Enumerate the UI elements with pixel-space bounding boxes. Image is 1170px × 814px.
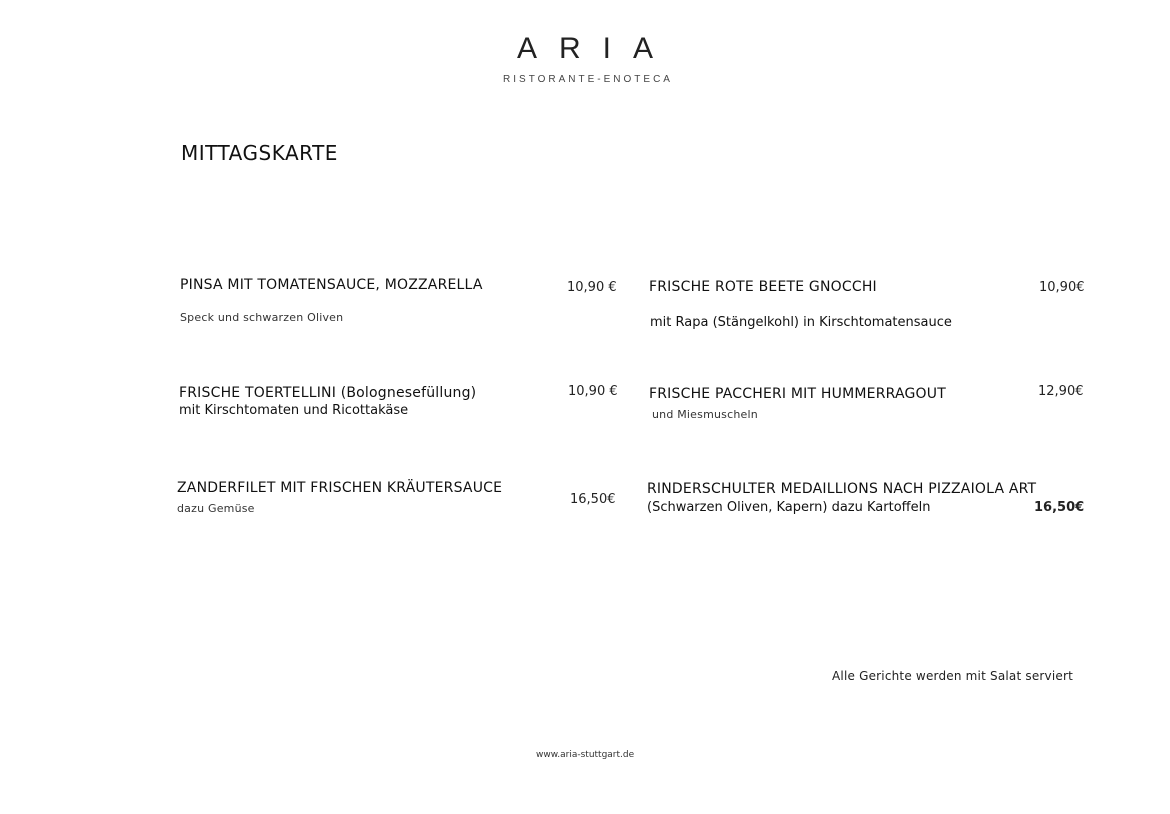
dish-price: 12,90€ xyxy=(1038,384,1084,399)
dish-description: und Miesmuscheln xyxy=(652,408,758,421)
dish-name: FRISCHE PACCHERI MIT HUMMERRAGOUT xyxy=(649,386,946,402)
dish-description: mit Rapa (Stängelkohl) in Kirschtomatensauce xyxy=(650,315,952,330)
dish-name: FRISCHE ROTE BEETE GNOCCHI xyxy=(649,279,877,295)
dish-price: 10,90 € xyxy=(568,384,618,399)
menu-title: MITTAGSKARTE xyxy=(181,141,338,165)
dish-name: FRISCHE TOERTELLINI (Bolognesefüllung) xyxy=(179,385,477,401)
dish-description: dazu Gemüse xyxy=(177,502,255,515)
dish-name: ZANDERFILET MIT FRISCHEN KRÄUTERSAUCE xyxy=(177,480,503,496)
dish-price: 10,90€ xyxy=(1039,280,1085,295)
brand-name: ARIA xyxy=(516,32,676,65)
dish-name: RINDERSCHULTER MEDAILLIONS NACH PIZZAIOLA ART xyxy=(647,481,1037,497)
dish-name: PINSA MIT TOMATENSAUCE, MOZZARELLA xyxy=(180,277,483,293)
dish-description: (Schwarzen Oliven, Kapern) dazu Kartoffeln xyxy=(647,500,931,515)
website-link[interactable]: www.aria-stuttgart.de xyxy=(536,750,635,760)
dish-price: 10,90 € xyxy=(567,280,617,295)
dish-description: Speck und schwarzen Oliven xyxy=(180,311,344,324)
brand-subtitle: RISTORANTE-ENOTECA xyxy=(503,74,673,85)
footer-note: Alle Gerichte werden mit Salat serviert xyxy=(832,669,1074,683)
dish-price: 16,50€ xyxy=(570,492,616,507)
dish-description: mit Kirschtomaten und Ricottakäse xyxy=(179,403,409,418)
dish-price: 16,50€ xyxy=(1034,500,1085,515)
restaurant-logo xyxy=(0,30,1170,85)
